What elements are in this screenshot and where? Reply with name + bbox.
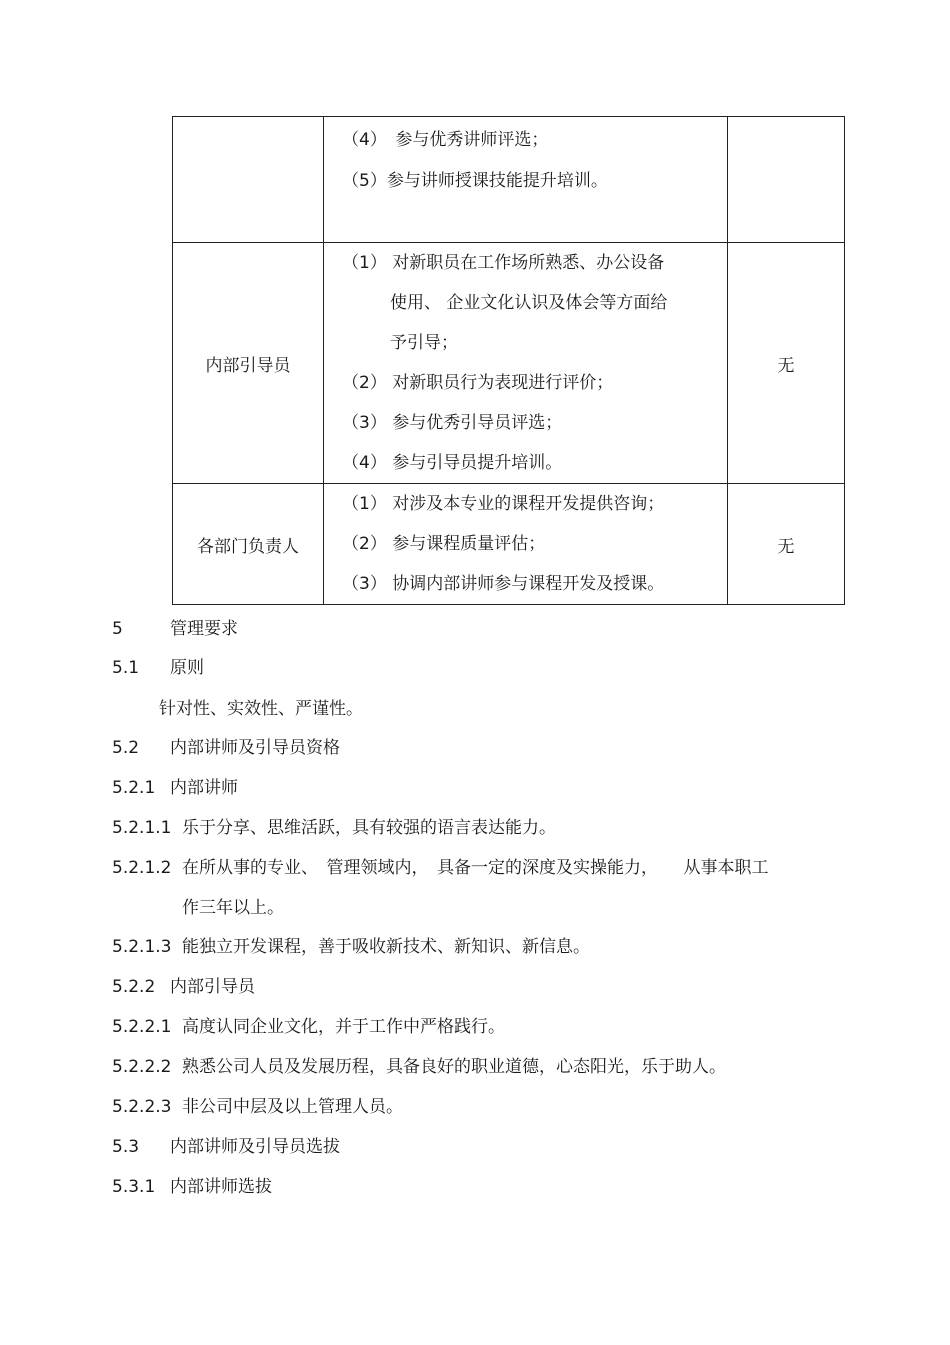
section-number: 5.2.2.1 [112,1017,172,1037]
section-text: 内部引导员 [170,977,255,997]
role-cell: 内部引导员 [173,243,324,484]
section-number: 5.2.1.3 [112,937,172,957]
clause [112,1095,403,1119]
duty-line: （4） 参与优秀讲师评选； [342,130,549,150]
clause [112,1015,505,1039]
extra-cell: 无 [728,243,845,484]
section-text: 内部讲师 [170,778,238,798]
section-number: 5.2.2.3 [112,1097,172,1117]
section-heading [112,617,238,641]
section-number: 5.3.1 [112,1177,156,1197]
section-text: 原则 [170,658,204,678]
section-number: 5.2.1 [112,778,156,798]
section-number: 5 [112,619,123,639]
extra-cell [728,117,845,243]
duty-line: （3） 协调内部讲师参与课程开发及授课。 [342,574,665,594]
duty-cell [324,117,728,243]
section-heading [112,1175,272,1199]
duty-cell [324,243,728,484]
clause [112,816,556,840]
role-cell: 各部门负责人 [173,484,324,605]
extra-cell: 无 [728,484,845,605]
section-text: 作三年以上。 [182,898,284,918]
duty-line: 使用、 企业文化认识及体会等方面给 [390,293,668,313]
section-text: 针对性、实效性、严谨性。 [159,699,363,719]
section-text: 内部讲师选拔 [170,1177,272,1197]
duty-line: （1） 对涉及本专业的课程开发提供咨询； [342,494,665,514]
section-number: 5.2.2 [112,977,156,997]
section-text: 内部讲师及引导员资格 [170,738,340,758]
clause [112,1055,726,1079]
section-heading [112,736,340,760]
duty-line: （2） 对新职员行为表现进行评价； [342,373,614,393]
table-row [173,484,845,605]
clause [112,856,769,880]
duty-line: （3） 参与优秀引导员评选； [342,413,563,433]
section-number: 5.2.1.1 [112,818,172,838]
duty-line: （5）参与讲师授课技能提升培训。 [342,171,608,191]
section-text: 内部讲师及引导员选拔 [170,1137,340,1157]
table-row [173,243,845,484]
table-row [173,117,845,243]
section-heading [112,776,238,800]
duty-line: 予引导； [390,333,458,353]
clause [112,935,590,959]
role-cell [173,117,324,243]
section-text: 在所从事的专业、 管理领域内， 具备一定的深度及实操能力， 从事本职工 [182,858,769,878]
duty-line: （2） 参与课程质量评估； [342,534,546,554]
section-text: 高度认同企业文化，并于工作中严格践行。 [182,1017,505,1037]
section-number: 5.2.2.2 [112,1057,172,1077]
section-number: 5.2 [112,738,140,758]
section-number: 5.3 [112,1137,140,1157]
section-text: 能独立开发课程，善于吸收新技术、新知识、新信息。 [182,937,590,957]
section-heading [112,975,255,999]
section-text: 熟悉公司人员及发展历程，具备良好的职业道德，心态阳光，乐于助人。 [182,1057,726,1077]
section-heading [112,1135,340,1159]
section-number: 5.1 [112,658,140,678]
section-text: 管理要求 [170,619,238,639]
duty-line: （4） 参与引导员提升培训。 [342,453,563,473]
duty-line: （1） 对新职员在工作场所熟悉、办公设备 [342,253,665,273]
section-text: 乐于分享、思维活跃，具有较强的语言表达能力。 [182,818,556,838]
responsibility-table [172,116,845,605]
section-heading [112,656,204,680]
section-number: 5.2.1.2 [112,858,172,878]
duty-cell [324,484,728,605]
section-text: 非公司中层及以上管理人员。 [182,1097,403,1117]
